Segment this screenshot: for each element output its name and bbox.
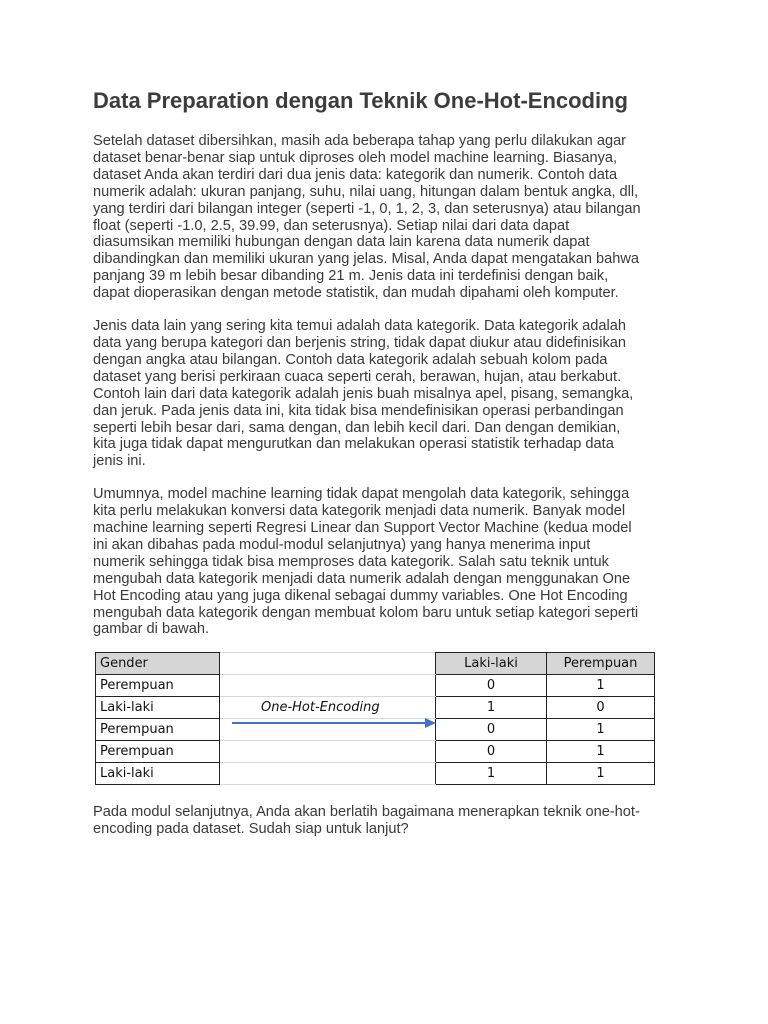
perempuan-cell: 1 [547, 675, 655, 697]
text-line: diasumsikan memiliki hubungan dengan data lain karena data numerik dapat [93, 234, 590, 251]
text-line: dan jeruk. Pada jenis data ini, kita tidak bisa mendefinisikan operasi perbandingan [93, 402, 624, 419]
text-line: mengubah data kategorik menjadi data numerik adalah dengan menggunakan One [93, 570, 631, 587]
text-line: seperti lebih besar dari, sama dengan, dan lebih kecil dari. Dan dengan demikian, [93, 419, 621, 436]
text-line: data yang berupa kategori dan berjenis string, tidak dapat diukur atau didefinisikan [93, 334, 627, 351]
text-line: ini akan dibahas pada modul-modul selanjutnya) yang hanya menerima input [93, 536, 591, 553]
text-line: numerik sehingga tidak bisa memproses data kategorik. Salah satu teknik untuk [93, 553, 609, 570]
table-row [96, 675, 655, 697]
text-line: Jenis data lain yang sering kita temui adalah data kategorik. Data kategorik adalah [93, 318, 626, 335]
gender-cell: Perempuan [96, 675, 220, 697]
paragraph-3 [93, 486, 683, 638]
text-line: float (seperti -1.0, 2.5, 39.99, dan seterusnya). Setiap nilai dari data dapat [93, 217, 570, 234]
document-body [93, 86, 683, 654]
perempuan-cell: 0 [547, 697, 655, 719]
header-gender: Gender [96, 653, 220, 675]
spacer-cell [220, 653, 436, 675]
text-line: Umumnya, model machine learning tidak dapat mengolah data kategorik, sehingga [93, 486, 630, 503]
page-title: Data Preparation dengan Teknik One-Hot-Encoding [93, 88, 628, 113]
table-header-row [96, 653, 655, 675]
closing-paragraph [93, 804, 683, 838]
laki-cell: 0 [436, 741, 547, 763]
laki-cell: 0 [436, 719, 547, 741]
gender-cell: Laki-laki [96, 697, 220, 719]
spacer-cell [220, 675, 436, 697]
perempuan-cell: 1 [547, 719, 655, 741]
text-line: dataset yang berisi perkiraan cuaca seperti cerah, berawan, hujan, atau berkabut. [93, 368, 622, 385]
text-line: kita juga tidak dapat mengurutkan dan melakukan operasi statistik terhadap data [93, 436, 614, 453]
one-hot-encoding-figure [95, 652, 655, 786]
laki-cell: 1 [436, 697, 547, 719]
text-line: machine learning seperti Regresi Linear dan Support Vector Machine (kedua model [93, 520, 632, 537]
laki-cell: 0 [436, 675, 547, 697]
text-line: kita perlu melakukan konversi data kategorik menjadi data numerik. Banyak model [93, 503, 626, 520]
perempuan-cell: 1 [547, 741, 655, 763]
header-laki-laki: Laki-laki [436, 653, 547, 675]
text-line: Contoh lain dari data kategorik adalah jenis buah misalnya apel, pisang, semangka, [93, 385, 634, 402]
gender-cell: Perempuan [96, 719, 220, 741]
text-line: Hot Encoding atau yang juga dikenal sebagai dummy variables. One Hot Encoding [93, 587, 628, 604]
header-perempuan: Perempuan [547, 653, 655, 675]
paragraph-1 [93, 133, 683, 302]
text-line: gambar di bawah. [93, 621, 210, 638]
paragraph-2 [93, 318, 683, 470]
text-line: dibandingkan dan memiliki ukuran yang jelas. Misal, Anda dapat mengatakan bahwa [93, 251, 639, 268]
right-arrow-icon [231, 716, 437, 730]
laki-cell: 1 [436, 763, 547, 785]
table-row [96, 763, 655, 785]
text-line: mengubah data kategorik dengan membuat kolom baru untuk setiap kategori seperti [93, 604, 639, 621]
text-line: panjang 39 m lebih besar dibanding 21 m. Jenis data ini terdefinisi dengan baik, [93, 268, 609, 285]
text-line: yang terdiri dari bilangan integer (seperti -1, 0, 1, 2, 3, dan seterusnya) atau bilangan [93, 200, 641, 217]
perempuan-cell: 1 [547, 763, 655, 785]
text-line: numerik adalah: ukuran panjang, suhu, nilai uang, hitungan dalam bentuk angka, dll, [93, 183, 639, 200]
text-line: jenis ini. [93, 453, 146, 470]
text-line: dataset Anda akan terdiri dari dua jenis data: kategorik dan numerik. Contoh data [93, 166, 618, 183]
text-line: dataset benar-benar siap untuk diproses oleh model machine learning. Biasanya, [93, 149, 618, 166]
arrow-head [425, 718, 436, 728]
spacer-cell [220, 741, 436, 763]
text-line: dapat dioperasikan dengan metode statistik, dan mudah dipahami oleh komputer. [93, 285, 619, 302]
text-line: dengan angka atau bilangan. Contoh data kategorik adalah sebuah kolom pada [93, 351, 608, 368]
gender-cell: Perempuan [96, 741, 220, 763]
closing-section [93, 804, 683, 854]
one-hot-encoding-label: One-Hot-Encoding [261, 700, 380, 715]
spacer-cell [220, 763, 436, 785]
text-line: Setelah dataset dibersihkan, masih ada beberapa tahap yang perlu dilakukan agar [93, 133, 627, 149]
text-line: Pada modul selanjutnya, Anda akan berlatih bagaimana menerapkan teknik one-hot- [93, 804, 640, 820]
table-row [96, 741, 655, 763]
gender-cell: Laki-laki [96, 763, 220, 785]
text-line: encoding pada dataset. Sudah siap untuk lanjut? [93, 820, 409, 837]
